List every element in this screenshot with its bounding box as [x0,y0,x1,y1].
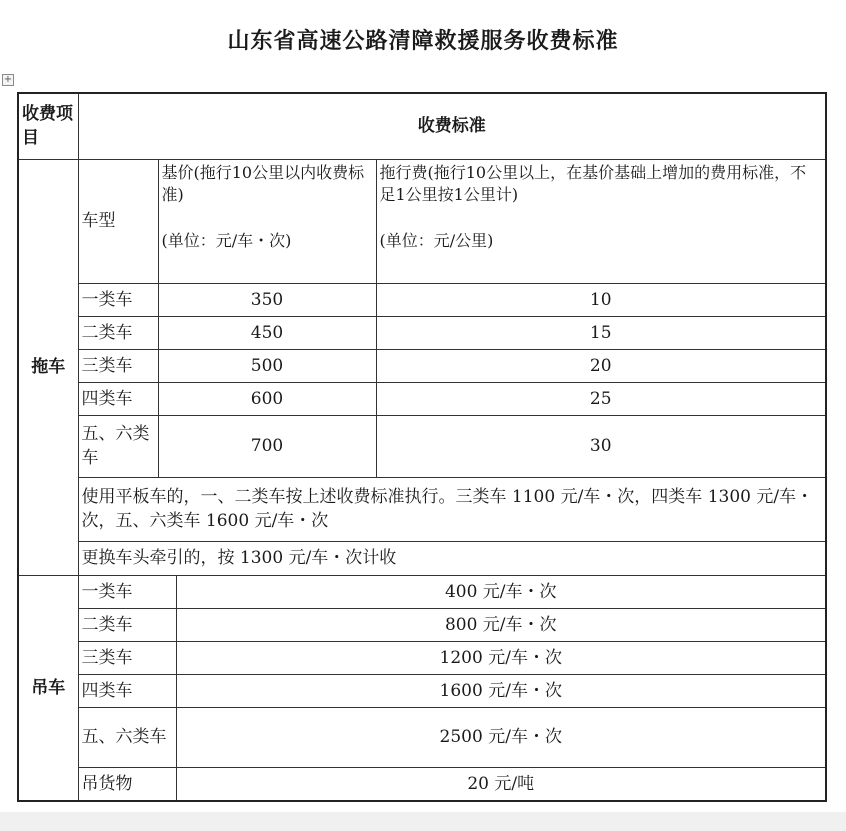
tow-fee: 15 [376,316,826,349]
table-row [18,674,826,707]
page-title: 山东省高速公路清障救援服务收费标准 [227,29,619,54]
tractor-note: 更换车头牵引的，按 1300 元/车・次计收 [78,541,826,575]
tow-header-row [18,159,826,283]
vehicle-type-header: 车型 [78,159,158,283]
table-move-handle-icon[interactable]: + [3,74,13,85]
crane-price: 20 元/吨 [176,767,826,801]
fee-table [17,92,827,802]
tow-type: 二类车 [78,316,158,349]
tow-fee-header [376,159,826,283]
crane-type: 五、六类车 [78,707,176,767]
crane-type: 三类车 [78,641,176,674]
flatbed-note-row [18,477,826,541]
table-row [18,283,826,316]
table-row [18,415,826,477]
tow-fee-header-text: 拖行费(拖行10公里以上，在基价基础上增加的费用标准，不足1公里按1公里计) [379,162,807,204]
tow-type: 五、六类车 [78,415,158,477]
crane-price: 400 元/车・次 [176,575,826,608]
table-row [18,767,826,801]
tow-fee: 30 [376,415,826,477]
crane-price: 1200 元/车・次 [176,641,826,674]
table-row [18,707,826,767]
base-price-unit: (单位：元/车・次) [161,230,292,250]
flatbed-note: 使用平板车的，一、二类车按上述收费标准执行。三类车 1100 元/车・次，四类车 1300 元/车・次，五、六类车 1600 元/车・次 [78,477,826,541]
bottom-bar [0,812,846,831]
table-row [18,641,826,674]
tow-base-price: 700 [158,415,376,477]
base-price-header-text: 基价(拖行10公里以内收费标准) [161,162,365,204]
table-row [18,316,826,349]
col-standard-header: 收费标准 [78,93,826,159]
tow-base-price: 350 [158,283,376,316]
tow-fee: 20 [376,349,826,382]
tow-type: 四类车 [78,382,158,415]
crane-type: 四类车 [78,674,176,707]
tractor-note-row [18,541,826,575]
table-row [18,349,826,382]
tow-type: 三类车 [78,349,158,382]
tow-category: 拖车 [18,159,78,575]
col-item-header: 收费项目 [18,93,78,159]
crane-price: 800 元/车・次 [176,608,826,641]
table-row [18,575,826,608]
table-row [18,608,826,641]
tow-base-price: 500 [158,349,376,382]
crane-type: 一类车 [78,575,176,608]
crane-price: 1600 元/车・次 [176,674,826,707]
tow-fee: 10 [376,283,826,316]
crane-price: 2500 元/车・次 [176,707,826,767]
tow-base-price: 450 [158,316,376,349]
tow-fee-unit: (单位：元/公里) [379,230,494,250]
header-row [18,93,826,159]
tow-type: 一类车 [78,283,158,316]
crane-type: 吊货物 [78,767,176,801]
tow-base-price: 600 [158,382,376,415]
table-row [18,382,826,415]
crane-type: 二类车 [78,608,176,641]
crane-category: 吊车 [18,575,78,801]
base-price-header [158,159,376,283]
tow-fee: 25 [376,382,826,415]
